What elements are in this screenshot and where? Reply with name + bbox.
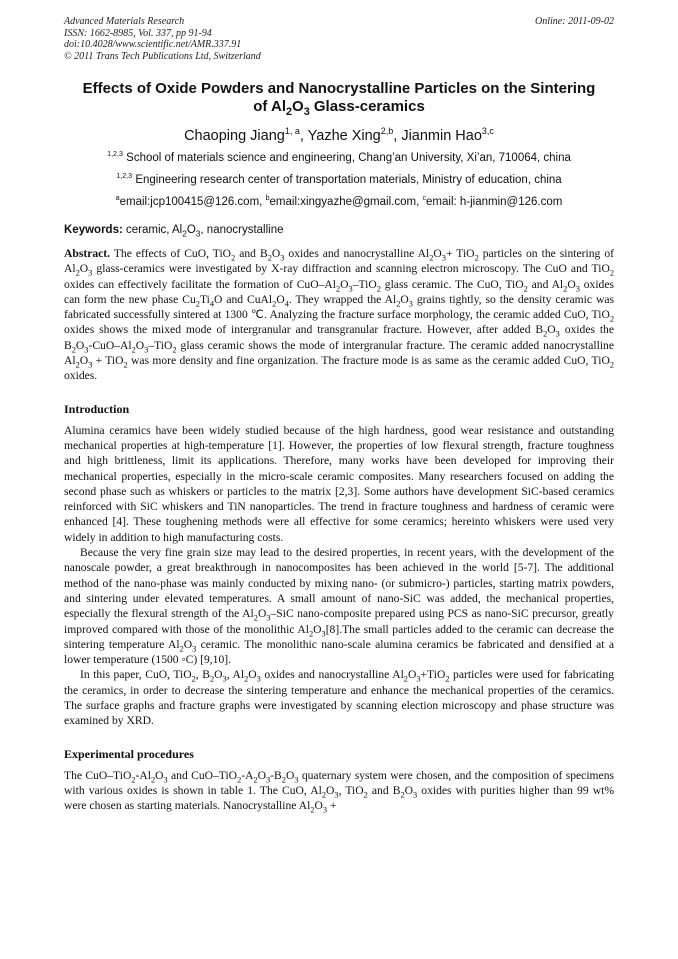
abstract-text: oxides shows the mixed mode of intergranular and transgranular fracture. However, after added B: [64, 323, 544, 337]
abstract-text: and B: [235, 247, 268, 260]
sub: 2: [123, 360, 128, 370]
heading-introduction: Introduction: [64, 401, 130, 416]
intro-paragraph-3: [64, 667, 614, 728]
aff-sup: 1,2,3: [107, 150, 123, 159]
abstract-label: Abstract.: [64, 247, 111, 260]
sub: 2: [609, 268, 614, 278]
aff-text: School of materials science and engineering, Chang’an University, Xi’an, 710064, china: [122, 152, 571, 164]
sub: 3: [88, 360, 93, 370]
email-b: email:xingyazhe@gmail.com,: [269, 196, 423, 208]
sub: 3: [348, 283, 353, 293]
intro-paragraph-1: Alumina ceramics have been widely studied because of the high hardness, good wear resistance and outstanding mechanical properties at high-temperature [1]. However, the properties of low flexural strength, fracture toughness and high brittleness, limit its applications. Therefore, many works have been developed for improving their mechanical properties, especially in the micro-scale ceramic composites. Many researchers focused on adding the second phase such as whiskers or particles to the matrix [2,3]. Some authors have development SiC-based ceramics reinforced with SiC whiskers and TiN nanoparticles. The trend in fracture toughness and hardness of ceramic were enhanced [4]. These toughening methods were all effective for some ceramics; hereinto whiskers were used very widely in addition to high manufacturing costs.: [64, 423, 614, 544]
abstract-text: O: [276, 292, 285, 306]
exp-text: O: [285, 768, 295, 782]
sub: 3: [441, 253, 446, 263]
experimental-paragraph: [64, 768, 614, 814]
author-sup: 1, a: [284, 126, 300, 137]
abstract-text: oxides can effectively facilitate the formation of CuO–Al: [64, 277, 336, 291]
exp-text: oxides with purities higher than 99 wt% were chosen as starting materials. Nanocrystalline Al: [64, 783, 614, 813]
sub: 2: [429, 253, 434, 263]
abstract-text: O: [340, 277, 349, 291]
sub: 3: [144, 345, 149, 355]
sub: 2: [308, 628, 314, 638]
abstract-text: O: [271, 247, 281, 260]
author-name: Chaoping Jiang: [184, 128, 285, 144]
abstract-text: glass ceramic shows the mode of intergranular fracture. The ceramic added nanocrystalline Al: [64, 338, 614, 368]
intro-text: In this paper, CuO, TiO: [80, 668, 192, 682]
sub: 2: [131, 345, 136, 355]
online-date: Online: 2011-09-02: [535, 16, 614, 27]
intro-text: +TiO: [420, 668, 446, 682]
sub: 2: [267, 253, 272, 263]
abstract-text: Ti: [199, 292, 210, 306]
exp-text: , TiO: [338, 783, 364, 797]
keywords-text: ceramic, Al: [122, 224, 183, 236]
keywords-label: Keywords:: [64, 224, 123, 236]
sub: 2: [523, 283, 528, 293]
sub: 2: [179, 644, 184, 654]
sub: 3: [88, 268, 93, 278]
sub: 2: [321, 790, 327, 800]
intro-text: O: [214, 668, 223, 682]
title-line-1: Effects of Oxide Powders and Nanocrystalline Particles on the Sintering: [82, 80, 596, 97]
keywords-text: O: [186, 224, 196, 236]
journal-header: [64, 16, 614, 62]
author-list: [64, 128, 614, 144]
sub: 2: [253, 774, 258, 784]
intro-text: O: [257, 607, 267, 621]
sub: 2: [363, 790, 368, 800]
sub: 3: [280, 253, 285, 263]
author-sup: 3,c: [481, 126, 494, 137]
sub: 2: [272, 299, 277, 309]
abstract-text: particles on the sintering of Al: [64, 247, 614, 276]
sub: 3: [84, 345, 89, 355]
aff-text: Engineering research center of transportation materials, Ministry of education, china: [132, 174, 562, 186]
sub: 3: [575, 283, 580, 293]
intro-text: O: [183, 637, 193, 651]
sub: 3: [322, 805, 328, 815]
abstract-text: –TiO: [352, 277, 377, 291]
sub: 3: [222, 674, 227, 684]
abstract-text: O: [547, 323, 556, 337]
sub: 2: [400, 790, 405, 800]
email-sup: b: [265, 194, 270, 203]
abstract-text: O: [79, 354, 89, 368]
title-sub: 3: [303, 106, 310, 118]
exp-text: O: [404, 783, 414, 797]
exp-text: O: [155, 768, 164, 782]
sub: 3: [413, 790, 418, 800]
sub: 2: [75, 360, 80, 370]
sub: 3: [416, 674, 421, 684]
sub: 3: [266, 774, 271, 784]
keywords: [64, 224, 614, 239]
author-sep: ,: [393, 128, 402, 144]
abstract-text: O: [400, 292, 409, 306]
sub: 2: [335, 283, 341, 293]
sub: 2: [445, 674, 450, 684]
abstract-text: –TiO: [148, 338, 173, 352]
email-sup: c: [422, 194, 427, 203]
sub: 2: [231, 253, 236, 263]
affiliation-2: [64, 173, 614, 188]
sub: 2: [195, 299, 200, 309]
exp-text: -Al: [135, 768, 151, 782]
abstract-text: glass-ceramics were investigated by X-ray diffraction and scanning electron microscopy. The CuO and TiO: [92, 262, 610, 276]
sub: 3: [163, 774, 168, 784]
intro-text: , Al: [226, 668, 245, 682]
sub: 2: [396, 299, 401, 309]
author-sep: ,: [299, 128, 308, 144]
sub: 2: [191, 674, 196, 684]
abstract-text: O: [75, 338, 85, 352]
exp-text: +: [327, 799, 337, 813]
intro-text: O: [248, 668, 257, 682]
intro-text: [8].The small particles added to the ceramic can decrease the sintering temperature Al: [64, 622, 614, 651]
exp-text: -A: [241, 768, 254, 782]
intro-text: Because the very fine grain size may lead to the desired properties, in recent years, with the development of the nanoscale powder, a great breakthrough in nanocomposites has been achieved in the world [5-7]. The additional method of the nano-phase was mainly conducted by mixing nano- (or submicro-) particles, starting matrix powders, and sintering under elevated temperatures. A small amount of nano-SiC was added, the mechanical properties, especially the flexural strength of the Al: [64, 546, 614, 621]
abstract-text: O and CuAl: [214, 292, 273, 306]
heading-experimental: Experimental procedures: [64, 746, 194, 761]
sub: 2: [75, 268, 80, 278]
abstract-text: . They wrapped the Al: [288, 292, 397, 306]
sub: 2: [244, 674, 249, 684]
title-text: of Al: [253, 98, 286, 115]
sub: 2: [253, 613, 258, 623]
sub: 2: [543, 329, 548, 339]
intro-text: oxides and nanocrystalline Al: [260, 668, 404, 682]
aff-sup: 1,2,3: [116, 172, 133, 181]
author-name: Jianmin Hao: [401, 128, 482, 144]
abstract-text: and Al: [527, 277, 564, 291]
sub: 3: [266, 613, 271, 623]
exp-text: and B: [367, 783, 401, 797]
intro-paragraph-2: [64, 545, 614, 667]
title-text: O: [292, 98, 304, 115]
sub: 2: [474, 253, 479, 263]
abstract-text: O: [433, 247, 442, 260]
abstract-text: grains tightly, so the density ceramic was fabricated successfully sintered at 1300 ℃. Analyzing the fracture surface morphology, the ceramic added CuO, TiO: [64, 292, 614, 322]
abstract-text: oxides can form the new phase Cu: [64, 277, 615, 306]
journal-copyright: © 2011 Trans Tech Publications Ltd, Switzerland: [64, 50, 261, 62]
journal-doi: doi:10.4028/www.scientific.net/AMR.337.91: [64, 39, 242, 50]
abstract: [64, 246, 614, 384]
abstract-text: The effects of CuO, TiO: [110, 247, 232, 260]
sub: 3: [555, 329, 560, 339]
affiliation-1: [64, 151, 614, 166]
title-text: Glass-ceramics: [309, 98, 425, 115]
sub: 2: [150, 774, 156, 784]
sub: 2: [237, 774, 242, 784]
abstract-text: -CuO–Al: [88, 338, 132, 352]
abstract-text: oxides the B: [64, 323, 615, 352]
email-sup: a: [115, 194, 120, 203]
intro-text: O: [407, 668, 417, 682]
keywords-sub: 2: [182, 229, 187, 239]
abstract-text: was more density and fine organization. The fracture mode is as same as the ceramic added CuO, TiO: [127, 354, 610, 368]
title-sub: 2: [286, 106, 293, 118]
sub: 3: [408, 299, 413, 309]
abstract-text: O: [567, 277, 576, 291]
journal-issn: ISSN: 1662-8985, Vol. 337, pp 91-94: [64, 27, 212, 39]
intro-text: –SiC nano-composite prepared using PCS as nano-SiC precursor, greatly improved compared with those of the monolithic Al: [64, 607, 614, 636]
sub: 2: [71, 345, 76, 355]
author-name: Yazhe Xing: [307, 128, 381, 144]
author-sup: 2,b: [380, 126, 394, 137]
sub: 2: [131, 774, 136, 784]
exp-text: O: [257, 768, 267, 782]
abstract-text: oxides and nanocrystalline Al: [284, 247, 430, 260]
abstract-text: + TiO: [445, 247, 475, 260]
intro-text: ceramic. The monolithic nano-scale alumina ceramics be fabricated and densified at a lower temperature (1500 ◦C) [9,10].: [64, 637, 614, 667]
sub: 2: [609, 360, 614, 370]
intro-text: particles were used for fabricating the ceramics, in order to decrease the sintering temperature and enhance the mechanical properties of the ceramics. The surface graphs and fracture graphs were investigated by scanning election microscopy and phase structure was examined by XRD.: [64, 668, 614, 728]
intro-text: , B: [195, 668, 210, 682]
email-c: email: h-jianmin@126.com: [426, 196, 563, 208]
journal-info: [64, 16, 261, 62]
intro-text: O: [313, 622, 322, 636]
paper-title: [64, 80, 614, 116]
sub: 2: [209, 674, 215, 684]
abstract-text: glass ceramic. The CuO, TiO: [380, 277, 524, 291]
exp-text: O: [314, 799, 323, 813]
sub: 2: [376, 283, 381, 293]
title-line-2: [64, 98, 614, 116]
exp-text: O: [326, 783, 335, 797]
sub: 2: [609, 314, 614, 324]
abstract-text: O: [135, 338, 145, 352]
sub: 2: [281, 774, 286, 784]
sub: 3: [334, 790, 339, 800]
sub: 3: [321, 628, 326, 638]
sub: 2: [563, 283, 568, 293]
sub: 3: [192, 644, 197, 654]
abstract-text: + TiO: [92, 354, 124, 368]
sub: 2: [172, 345, 177, 355]
sub: 4: [284, 299, 289, 309]
sub: 2: [403, 674, 408, 684]
abstract-text: oxides.: [64, 369, 98, 383]
email-a: email:jcp100415@126.com,: [119, 196, 266, 208]
sub: 4: [209, 299, 215, 309]
abstract-text: O: [79, 262, 89, 276]
exp-text: quaternary system were chosen, and the composition of specimens with various oxides is shown in table 1. The CuO, Al: [64, 768, 615, 797]
sub: 3: [294, 774, 299, 784]
author-emails: [64, 195, 614, 210]
journal-name: Advanced Materials Research: [64, 16, 185, 27]
sub: 3: [256, 674, 261, 684]
sub: 2: [310, 805, 315, 815]
exp-text: -B: [270, 768, 282, 782]
keywords-sub: 3: [195, 229, 201, 239]
exp-text: and CuO–TiO: [167, 768, 238, 782]
exp-text: The CuO–TiO: [64, 768, 132, 782]
keywords-text: , nanocrystalline: [200, 224, 284, 236]
